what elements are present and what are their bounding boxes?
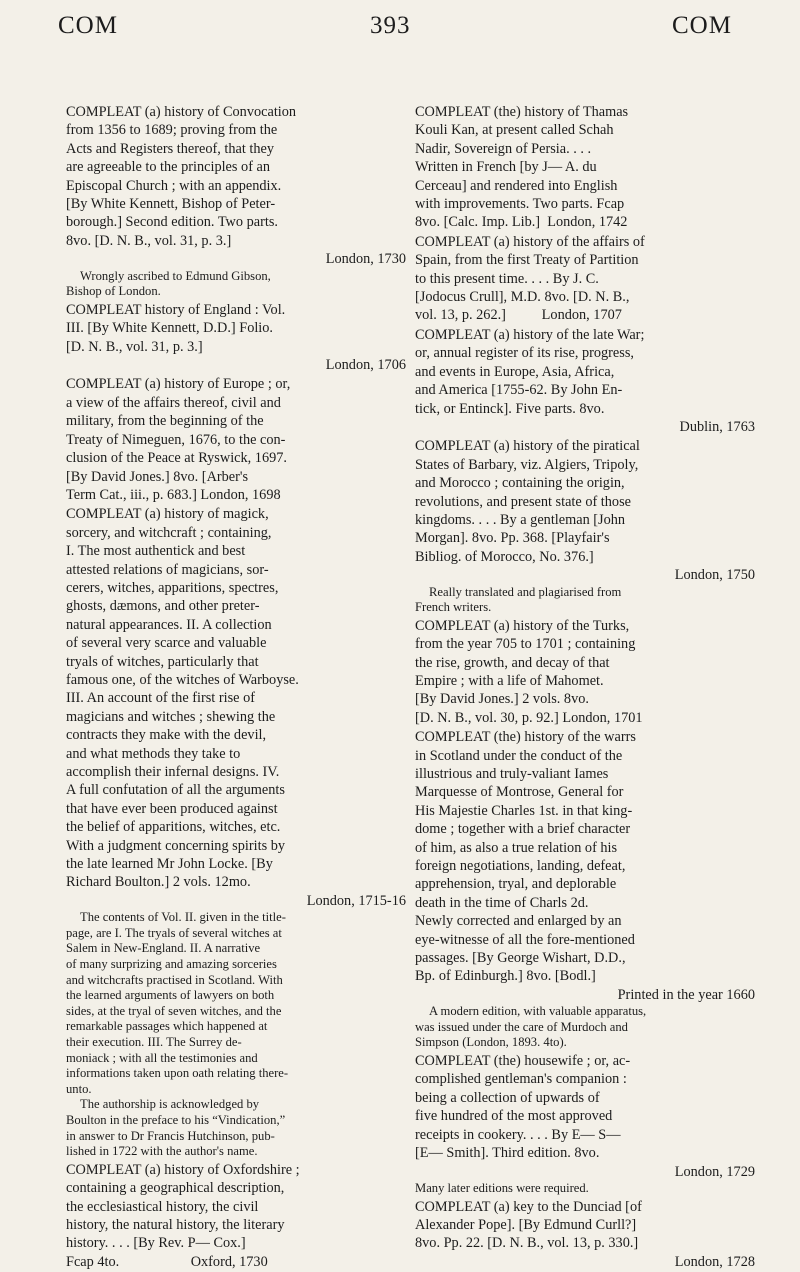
entry-line: Episcopal Church ; with an appendix.: [66, 177, 282, 194]
entry-line: Cerceau] and rendered into English: [415, 177, 618, 194]
entry-line: [D. N. B., vol. 30, p. 92.] London, 1701: [415, 709, 643, 726]
entry-line: COMPLEAT (a) history of Oxfordshire ;: [66, 1161, 300, 1178]
entry-line: foreign negotiations, landing, defeat,: [415, 858, 626, 875]
entry-line: A full confutation of all the arguments: [66, 782, 285, 799]
entry-piratical-states: [415, 437, 755, 615]
left-column: [66, 103, 406, 1272]
entry-line: Kouli Kan, at present called Schah: [415, 122, 614, 139]
entry-line: to this present time. . . . By J. C.: [415, 270, 599, 287]
note-line: French writers.: [415, 600, 492, 615]
entry-line: Bibliog. of Morocco, No. 376.]: [415, 548, 594, 565]
entry-line: kingdoms. . . . By a gentleman [John: [415, 511, 626, 528]
entry-line: five hundred of the most approved: [415, 1108, 613, 1125]
entry-line: dome ; together with a brief character: [415, 821, 631, 838]
entry-late-war: [415, 326, 755, 436]
entry-line: Acts and Registers thereof, that they: [66, 140, 275, 157]
entry-line: [Jodocus Crull], M.D. 8vo. [D. N. B.,: [415, 289, 630, 306]
entry-line: and events in Europe, Asia, Africa,: [415, 363, 615, 380]
header-right-word: COM: [672, 12, 732, 39]
entry-line: in Scotland under the conduct of the: [415, 747, 623, 764]
entry-line: His Majestie Charles 1st. in that king-: [415, 802, 633, 819]
entry-line: COMPLEAT history of England : Vol.: [66, 301, 286, 318]
entry-history-oxfordshire: [66, 1161, 406, 1271]
entry-line: and what methods they take to: [66, 745, 241, 762]
note-line: unto.: [66, 1081, 92, 1096]
imprint: London, 1730: [325, 251, 406, 268]
entry-line: 8vo. Pp. 22. [D. N. B., vol. 13, p. 330.]: [415, 1235, 639, 1252]
entry-line: Empire ; with a life of Mahomet.: [415, 672, 604, 689]
entry-history-magick: [66, 505, 406, 1159]
entry-line: Alexander Pope]. [By Edmund Curll?]: [415, 1216, 637, 1233]
note-line: in answer to Dr Francis Hutchinson, pub-: [66, 1128, 275, 1143]
imprint: London, 1706: [325, 357, 406, 374]
note-line: Bishop of London.: [66, 284, 161, 299]
note-line: Really translated and plagiarised from: [429, 584, 622, 599]
entry-line: and America [1755-62. By John En-: [415, 382, 623, 399]
note-line: Simpson (London, 1893. 4to).: [415, 1035, 567, 1050]
page-number: 393: [370, 12, 411, 39]
note-line: Salem in New-England. II. A narrative: [66, 941, 261, 956]
entry-line: COMPLEAT (the) housewife ; or, ac-: [415, 1053, 631, 1070]
entry-line: from the year 705 to 1701 ; containing: [415, 636, 636, 653]
entry-line: receipts in cookery. . . . By E— S—: [415, 1126, 621, 1143]
entry-line: tick, or Entinck]. Five parts. 8vo.: [415, 400, 605, 417]
entry-line: eye-witnesse of all the fore-mentioned: [415, 931, 635, 948]
header-left-word: COM: [58, 12, 118, 39]
imprint: Printed in the year 1660: [617, 986, 755, 1003]
entry-line: that have ever been produced against: [66, 800, 278, 817]
entry-line: of him, as also a true relation of his: [415, 839, 618, 856]
entry-line: containing a geographical description,: [66, 1180, 285, 1197]
imprint: London, 1715-16: [306, 892, 406, 909]
entry-line: Richard Boulton.] 2 vols. 12mo.: [66, 874, 251, 891]
note-line: and witchcrafts practised in Scotland. With: [66, 972, 283, 987]
entry-line: COMPLEAT (the) history of Thamas: [415, 104, 629, 120]
imprint: London, 1750: [674, 567, 755, 584]
entry-key-dunciad: [415, 1198, 755, 1272]
note-line: their execution. III. The Surrey de-: [66, 1035, 242, 1049]
entry-warrs-scotland: [415, 728, 755, 1051]
entry-line: III. An account of the first rise of: [66, 690, 255, 707]
right-column: [415, 103, 755, 1272]
entry-line: Marquesse of Montrose, General for: [415, 784, 624, 801]
entry-line: Morgan]. 8vo. Pp. 368. [Playfair's: [415, 530, 610, 547]
entry-line: the ecclesiastical history, the civil: [66, 1198, 259, 1215]
entry-line: the belief of apparitions, witches, etc.: [66, 819, 281, 836]
entry-line: attested relations of magicians, sor-: [66, 561, 269, 578]
entry-line: complished gentleman's companion :: [415, 1071, 627, 1088]
entry-line: COMPLEAT (a) history of magick,: [66, 506, 269, 523]
entry-line: COMPLEAT (a) history of the Turks,: [415, 617, 630, 634]
entry-line: clusion of the Peace at Ryswick, 1697.: [66, 450, 287, 467]
entry-line: COMPLEAT (a) history of the late War;: [415, 326, 645, 343]
note-line: Wrongly ascribed to Edmund Gibson,: [80, 268, 271, 283]
imprint: Dublin, 1763: [679, 418, 755, 435]
entry-line: Treaty of Nimeguen, 1676, to the con-: [66, 431, 286, 448]
entry-history-europe: [66, 375, 406, 504]
entry-line: COMPLEAT (a) history of Convocation: [66, 104, 297, 120]
entry-affairs-spain: [415, 233, 755, 325]
note-line: the learned arguments of lawyers on both: [66, 988, 275, 1003]
entry-line: from 1356 to 1689; proving from the: [66, 122, 278, 139]
entry-line: Bp. of Edinburgh.] 8vo. [Bodl.]: [415, 968, 596, 985]
note-line: Boulton in the preface to his “Vindication,”: [66, 1112, 286, 1127]
entry-line: 8vo. [Calc. Imp. Lib.] London, 1742: [415, 214, 628, 231]
note-line: moniack ; with all the testimonies and: [66, 1050, 258, 1065]
entry-line: with improvements. Two parts. Fcap: [415, 196, 625, 213]
entry-line: III. [By White Kennett, D.D.] Folio.: [66, 320, 274, 337]
note-line: lished in 1722 with the author's name.: [66, 1144, 258, 1159]
note-line: page, are I. The tryals of several witches at: [66, 925, 282, 940]
entry-line: the rise, growth, and decay of that: [415, 654, 610, 671]
entry-line: COMPLEAT (a) history of Europe ; or,: [66, 376, 291, 393]
entry-line: death in the time of Charls 2d.: [415, 894, 589, 911]
entry-history-england: [66, 301, 406, 375]
entry-line: accomplish their infernal designs. IV.: [66, 764, 280, 780]
entry-line: Nadir, Sovereign of Persia. . . .: [415, 140, 592, 157]
entry-line: revolutions, and present state of those: [415, 493, 631, 510]
entry-line: Written in French [by J— A. du: [415, 159, 597, 176]
entry-line: cerers, witches, apparitions, spectres,: [66, 579, 279, 596]
entry-line: are agreeable to the principles of an: [66, 159, 271, 176]
entry-line: 8vo. [D. N. B., vol. 31, p. 3.]: [66, 232, 232, 249]
entry-line: Newly corrected and enlarged by an: [415, 913, 622, 930]
entry-line: being a collection of upwards of: [415, 1089, 600, 1106]
entry-line: apprehension, tryal, and deplorable: [415, 876, 617, 893]
entry-line: history, the natural history, the literary: [66, 1216, 285, 1233]
entry-line: tryals of witches, particularly that: [66, 653, 259, 670]
entry-thamas-kouli-kan: [415, 103, 755, 232]
entry-line: [E— Smith]. Third edition. 8vo.: [415, 1145, 600, 1162]
note-line: remarkable passages which happened at: [66, 1019, 268, 1034]
entry-history-turks: [415, 617, 755, 727]
entry-line: sorcery, and witchcraft ; containing,: [66, 524, 272, 541]
entry-line: COMPLEAT (a) history of the piratical: [415, 438, 640, 455]
entry-line: Fcap 4to. Oxford, 1730: [66, 1253, 268, 1270]
note-line: The contents of Vol. II. given in the title-: [80, 910, 286, 925]
note-line: informations taken upon oath relating there-: [66, 1066, 289, 1081]
entry-line: or, annual register of its rise, progress,: [415, 345, 634, 362]
entry-line: magicians and witches ; shewing the: [66, 708, 276, 725]
entry-line: contracts they make with the devil,: [66, 727, 267, 744]
note-line: of many surprizing and amazing sorceries: [66, 957, 277, 972]
entry-line: illustrious and truly-valiant Iames: [415, 766, 609, 782]
note-line: Many later editions were required.: [415, 1180, 589, 1195]
entry-line: COMPLEAT (the) history of the warrs: [415, 729, 636, 746]
note-line: The authorship is acknowledged by: [80, 1097, 260, 1112]
entry-line: history. . . . [By Rev. P— Cox.]: [66, 1235, 246, 1252]
entry-line: ghosts, dæmons, and other preter-: [66, 598, 260, 615]
imprint: London, 1729: [674, 1163, 755, 1180]
entry-line: COMPLEAT (a) key to the Dunciad [of: [415, 1198, 642, 1215]
entry-line: famous one, of the witches of Warboyse.: [66, 671, 299, 688]
note-line: was issued under the care of Murdoch and: [415, 1019, 628, 1034]
entry-line: of several very scarce and valuable: [66, 635, 267, 652]
entry-line: [D. N. B., vol. 31, p. 3.]: [66, 338, 203, 355]
note-line: sides, at the tryal of seven witches, and the: [66, 1003, 282, 1018]
note-line: A modern edition, with valuable apparatus,: [429, 1004, 647, 1019]
running-header: [0, 12, 800, 52]
entry-line: States of Barbary, viz. Algiers, Tripoly,: [415, 456, 639, 473]
entry-line: With a judgment concerning spirits by: [66, 837, 285, 854]
entry-line: [By David Jones.] 8vo. [Arber's: [66, 468, 249, 485]
entry-line: and Morocco ; containing the origin,: [415, 475, 625, 492]
entry-line: COMPLEAT (a) history of the affairs of: [415, 233, 645, 250]
entry-line: Term Cat., iii., p. 683.] London, 1698: [66, 486, 281, 503]
entry-line: passages. [By George Wishart, D.D.,: [415, 950, 626, 967]
entry-line: Spain, from the first Treaty of Partition: [415, 252, 639, 269]
entry-line: borough.] Second edition. Two parts.: [66, 214, 278, 231]
entry-line: a view of the affairs thereof, civil and: [66, 394, 281, 411]
entry-line: [By David Jones.] 2 vols. 8vo.: [415, 691, 589, 708]
entry-line: the late learned Mr John Locke. [By: [66, 856, 273, 873]
entry-line: I. The most authentick and best: [66, 543, 246, 560]
entry-convocation: [66, 103, 406, 300]
imprint: London, 1728: [674, 1253, 755, 1270]
entry-line: [By White Kennett, Bishop of Peter-: [66, 196, 276, 213]
entry-line: vol. 13, p. 262.] London, 1707: [415, 307, 622, 324]
entry-housewife: [415, 1052, 755, 1196]
entry-line: natural appearances. II. A collection: [66, 616, 272, 633]
entry-line: military, from the beginning of the: [66, 413, 264, 430]
